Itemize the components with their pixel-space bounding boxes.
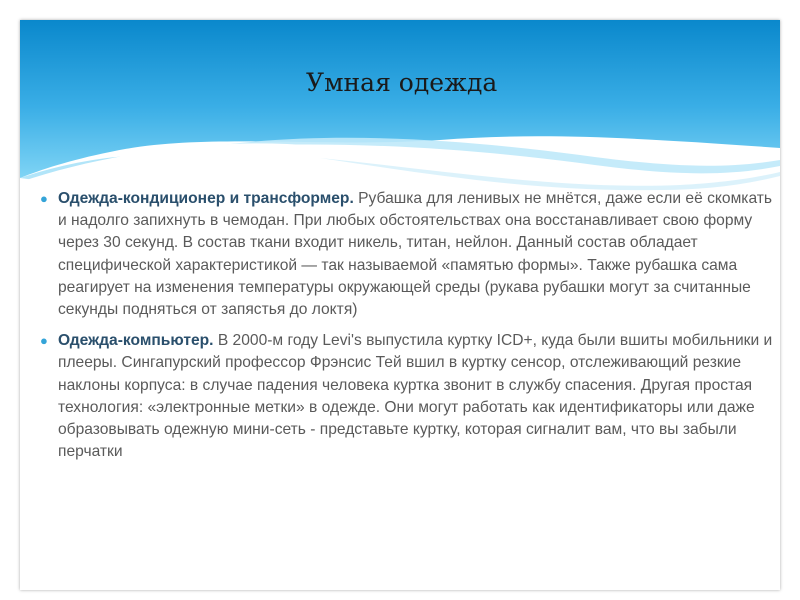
- bullet-icon: ●: [40, 191, 48, 206]
- bullet-heading: Одежда-кондиционер и трансформер.: [58, 190, 354, 207]
- bullet-list: [38, 188, 773, 472]
- page-title: Умная одежда: [306, 68, 498, 97]
- list-item: [38, 188, 773, 321]
- bullet-text: Рубашка для ленивых не мнётся, даже если её скомкать и надолго запихнуть в чемодан. При любых обстоятельствах она восстанавливает свою форму через 30 секунд. В состав ткани входит никель, титан, нейлон. Данный состав обладает специфической характеристикой — так называемой «памятью формы». Также рубашка сама реагирует на изменения температуры окружающей среды (рукава рубашки могут за считанные секунды подняться от запястья до локтя): [58, 190, 773, 319]
- slide: [20, 20, 780, 590]
- bullet-text: В 2000-м году Levi's выпустила куртку ICD+, куда были вшиты мобильники и плееры. Сингапурский профессор Фрэнсис Тей вшил в куртку сенсор, отслеживающий резкие наклоны корпуса: в случае падения человека куртка звонит в службу спасения. Другая простая технология: «электронные метки» в одежде. Они могут работать как идентификаторы или даже образовывать одежную мини-сеть - представьте куртку, которая сигналит вам, что вы забыли перчатки: [58, 332, 773, 461]
- bullet-icon: ●: [40, 333, 48, 349]
- list-item: [38, 330, 773, 463]
- bullet-heading: Одежда-компьютер.: [58, 332, 214, 350]
